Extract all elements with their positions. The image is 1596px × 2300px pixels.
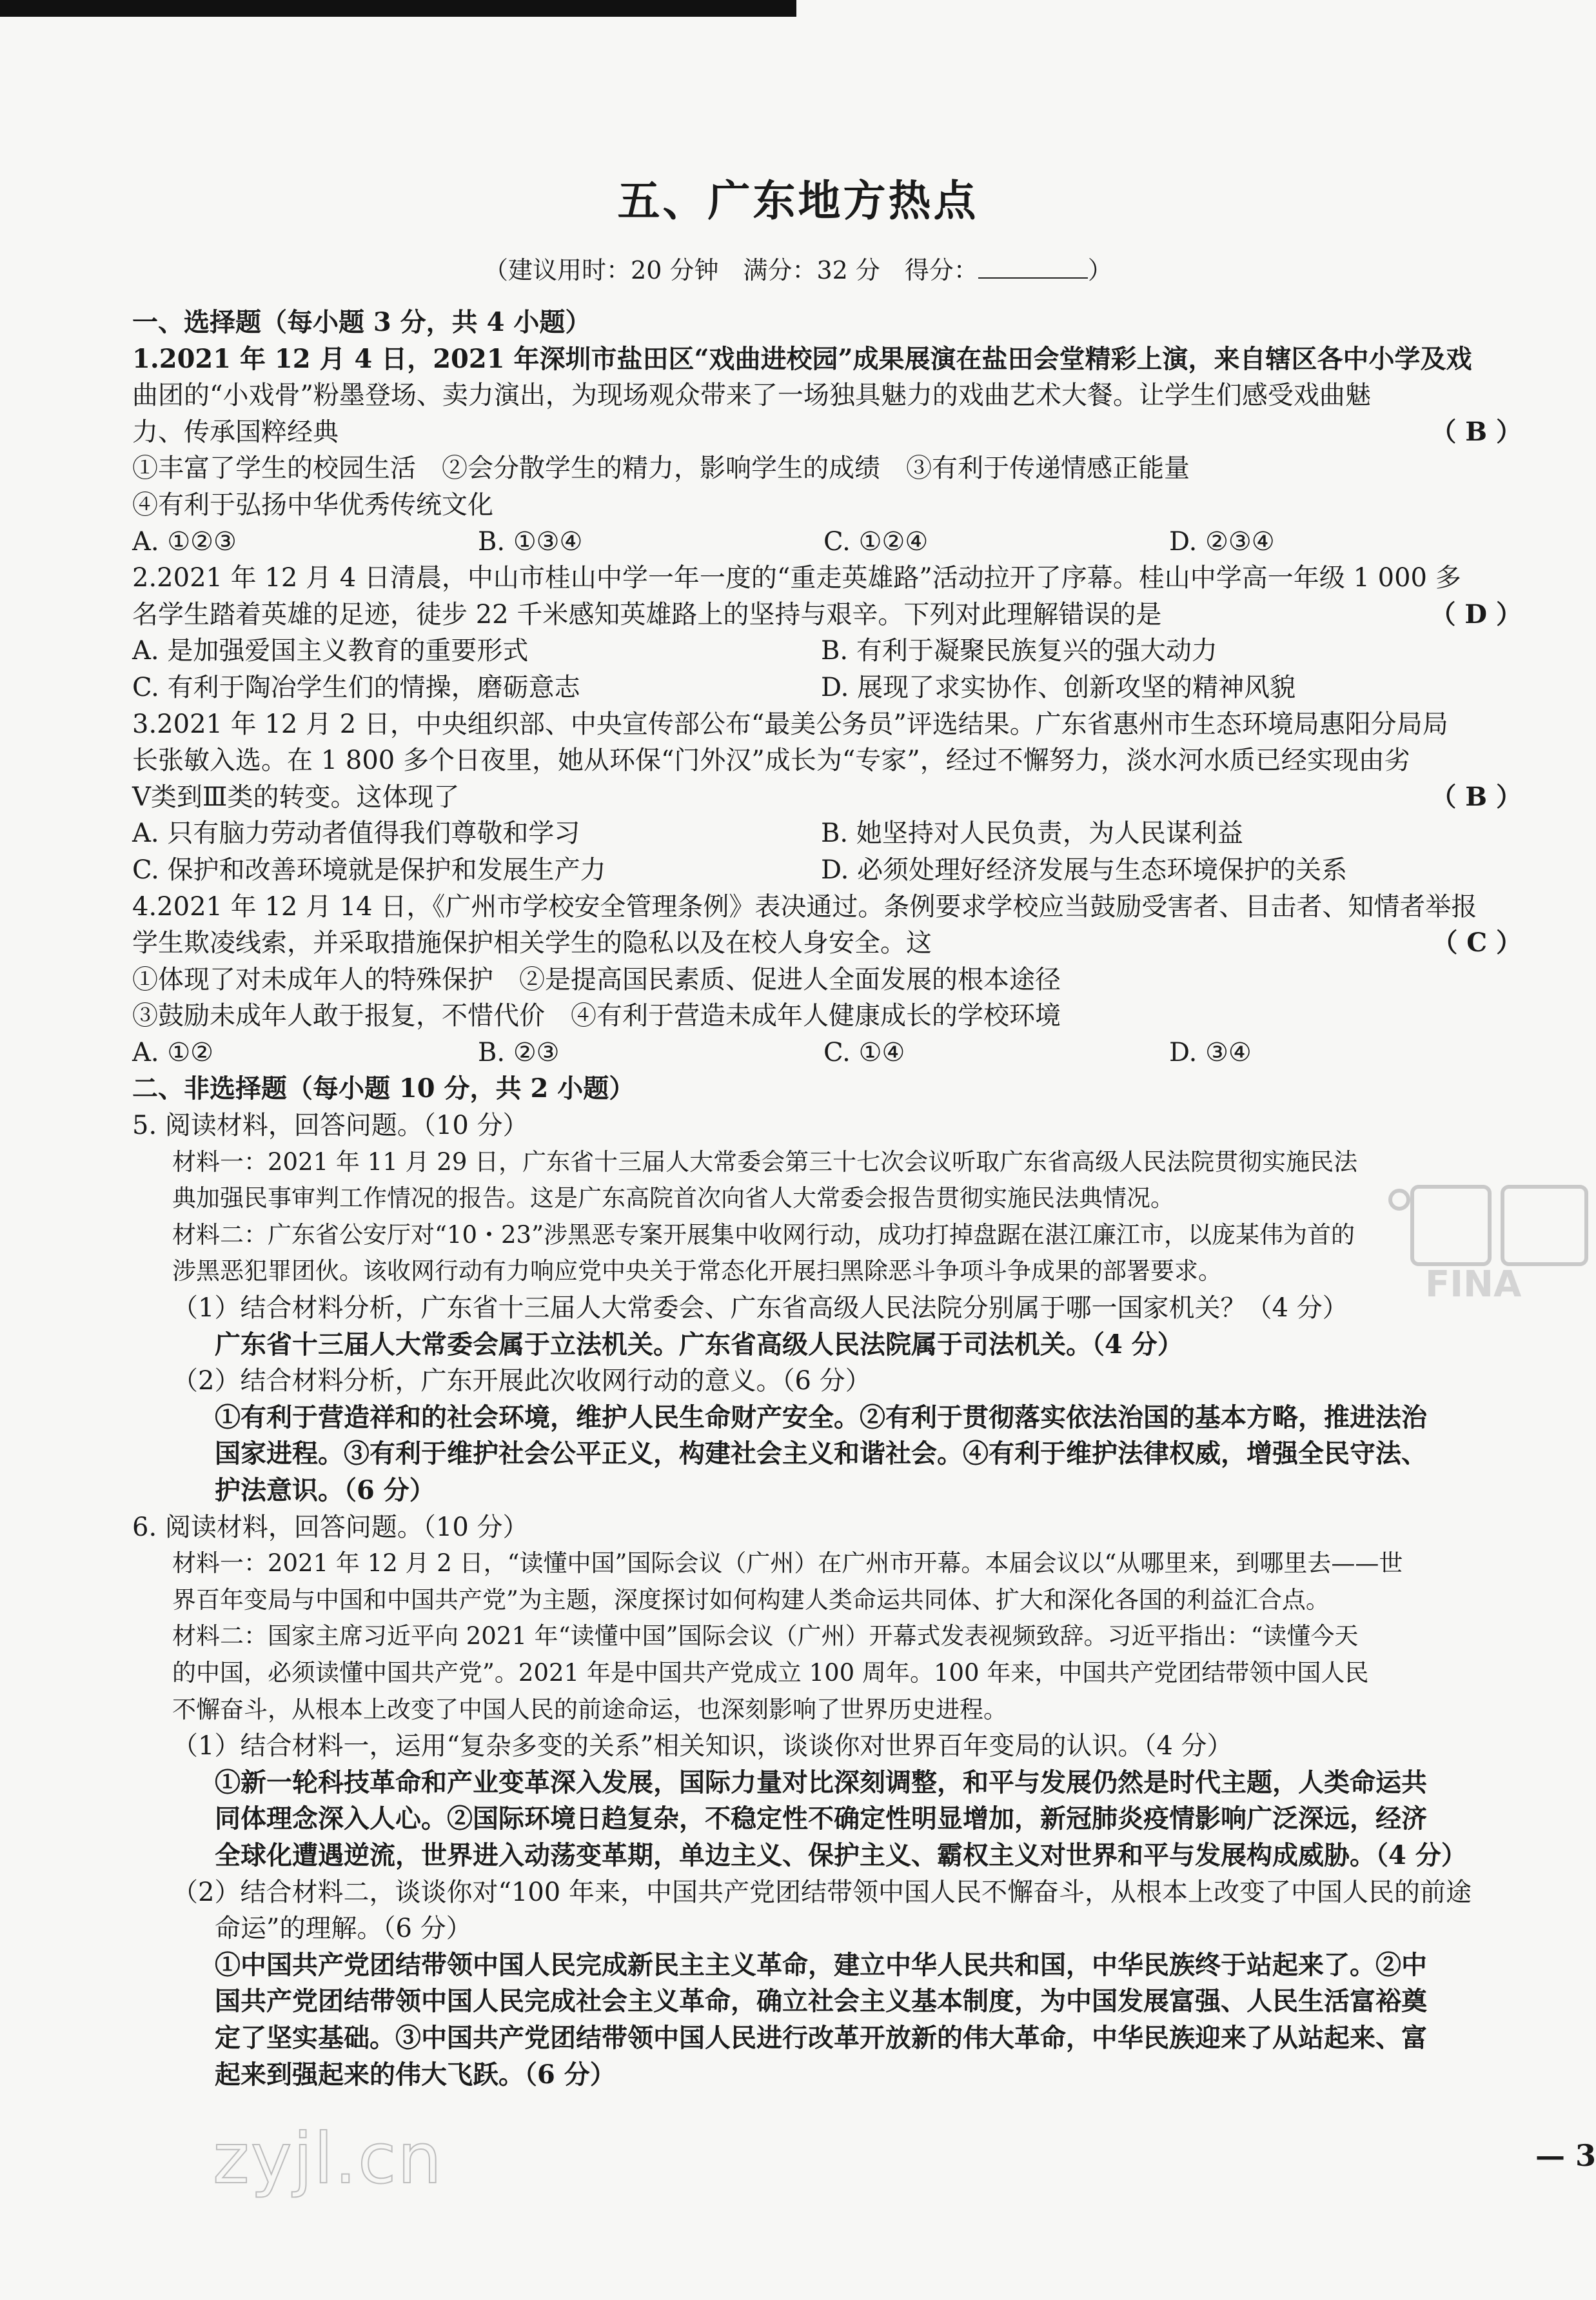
question-2-line-1: 2.2021 年 12 月 4 日清晨，中山市桂山中学一年一度的“重走英雄路”活动拉开了序幕。桂山中学高一年级 1 000 多: [132, 563, 1461, 593]
section-heading-choice: 一、选择题（每小题 3 分，共 4 小题）: [132, 307, 591, 337]
question-2-options-cd: [132, 669, 1522, 706]
q6-material-line: 的中国，必须读懂中国共产党”。2021 年是中国共产党成立 100 周年。100 年来，中国共产党团结带领中国人民: [172, 1658, 1369, 1687]
option-c: C. ①②④: [823, 526, 929, 557]
subtitle-close: ）: [1087, 256, 1112, 284]
question-1-line-2: 曲团的“小戏骨”粉墨登场、卖力演出，为现场观众带来了一场独具魅力的戏曲艺术大餐。让学生们感受戏曲魅: [132, 381, 1371, 411]
question-6-stem: 6. 阅读材料，回答问题。（10 分）: [132, 1512, 529, 1542]
option-d: D. 必须处理好经济发展与生态环境保护的关系: [821, 855, 1348, 885]
q5-material-line: 材料一：2021 年 11 月 29 日，广东省十三届人大常委会第三十七次会议听取广东省高级人民法院贯彻实施民法: [172, 1147, 1358, 1176]
question-1-line-3: 力、传承国粹经典 （ B ）: [132, 414, 1522, 451]
option-a: A. ①②③: [132, 526, 237, 557]
page-subtitle: [0, 250, 1596, 286]
q6-material-line: 界百年变局与中国和中国共产党”为主题，深度探讨如何构建人类命运共同体、扩大和深化各国的利益汇合点。: [172, 1585, 1330, 1614]
subtitle-text: （建议用时：20 分钟 满分：32 分 得分：: [484, 256, 978, 284]
question-4-options: [132, 1035, 1522, 1071]
score-blank: [978, 257, 1088, 279]
option-c: C. 有利于陶冶学生们的情操，磨砺意志: [132, 672, 580, 702]
question-4-line-1: 4.2021 年 12 月 14 日，《广州市学校安全管理条例》表决通过。条例要求学校应当鼓励受害者、目击者、知情者举报: [132, 891, 1477, 922]
option-a: A. 只有脑力劳动者值得我们尊敬和学习: [132, 818, 580, 849]
option-b: B. 有利于凝聚民族复兴的强大动力: [821, 636, 1217, 666]
q6-subquestion-2-line: （2）结合材料二，谈谈你对“100 年来，中国共产党团结带领中国人民不懈奋斗，从根本上改变了中国人民的前途: [172, 1877, 1472, 1907]
q6-material-line: 材料一：2021 年 12 月 2 日，“读懂中国”国际会议（广州）在广州市开幕。本届会议以“从哪里来，到哪里去——世: [172, 1549, 1403, 1578]
option-b: B. ②③: [478, 1037, 560, 1067]
exam-content: [132, 304, 1522, 2093]
q6-answer-1-line: 全球化遭遇逆流，世界进入动荡变革期，单边主义、保护主义、霸权主义对世界和平与发展构成威胁。（4 分）: [215, 1839, 1467, 1870]
question-5-stem: 5. 阅读材料，回答问题。（10 分）: [132, 1111, 529, 1141]
question-3-line-3: Ⅴ类到Ⅲ类的转变。这体现了 （ B ）: [132, 779, 1522, 816]
q6-subquestion-1: （1）结合材料一，运用“复杂多变的关系”相关知识，谈谈你对世界百年变局的认识。（4 分）: [172, 1731, 1233, 1761]
page-number: — 3: [1535, 2138, 1596, 2173]
q6-material-line: 不懈奋斗，从根本上改变了中国人民的前途命运，也深刻影响了世界历史进程。: [172, 1695, 1007, 1723]
question-2-line-2: 名学生踏着英雄的足迹，徒步 22 千米感知英雄路上的坚持与艰辛。下列对此理解错误的是 （ D ）: [132, 597, 1522, 633]
question-2-answer: （ D ）: [1430, 599, 1522, 630]
q5-material-line: 涉黑恶犯罪团伙。该收网行动有力响应党中央关于常态化开展扫黑除恶斗争项斗争成果的部署要求。: [172, 1257, 1222, 1285]
q5-subquestion-2: （2）结合材料分析，广东开展此次收网行动的意义。（6 分）: [172, 1366, 871, 1396]
publisher-stamp-icon: [1386, 1174, 1596, 1303]
question-1-answer: （ B ）: [1430, 416, 1522, 447]
question-1-statement-2: ④有利于弘扬中华优秀传统文化: [132, 490, 493, 520]
question-3-line-2: 长张敏入选。在 1 800 多个日夜里，她从环保“门外汉”成长为“专家”，经过不懈努力，淡水河水质已经实现由劣: [132, 746, 1410, 776]
question-4-statement-1: ①体现了对未成年人的特殊保护 ②是提高国民素质、促进人全面发展的根本途径: [132, 964, 1061, 995]
question-3-options-cd: [132, 852, 1522, 889]
q5-answer-2-line: 护法意识。（6 分）: [215, 1475, 435, 1505]
option-d: D. ③④: [1169, 1037, 1252, 1067]
q6-answer-2-line: ①中国共产党团结带领中国人民完成新民主主义革命，建立中华人民共和国，中华民族终于站起来了。②中: [215, 1949, 1427, 1980]
question-4-answer: （ C ）: [1432, 927, 1522, 958]
q6-material-line: 材料二：国家主席习近平向 2021 年“读懂中国”国际会议（广州）开幕式发表视频致辞。习近平指出：“读懂今天: [172, 1622, 1359, 1651]
q5-material-line: 典加强民事审判工作情况的报告。这是广东高院首次向省人大常委会报告贯彻实施民法典情况。: [172, 1184, 1174, 1213]
q6-answer-2-line: 定了坚实基础。③中国共产党团结带领中国人民进行改革开放新的伟大革命，中华民族迎来了从站起来、富: [215, 2022, 1427, 2053]
option-b: B. ①③④: [478, 526, 583, 557]
question-1-options: [132, 524, 1522, 560]
site-watermark: zyjl.cn: [213, 2119, 443, 2199]
q6-answer-1-line: ①新一轮科技革命和产业变革深入发展，国际力量对比深刻调整，和平与发展仍然是时代主题，人类命运共: [215, 1767, 1427, 1798]
q5-answer-1: 广东省十三届人大常委会属于立法机关。广东省高级人民法院属于司法机关。（4 分）: [215, 1329, 1183, 1360]
option-d: D. 展现了求实协作、创新攻坚的精神风貌: [821, 672, 1296, 702]
option-b: B. 她坚持对人民负责，为人民谋利益: [821, 818, 1243, 849]
q5-subquestion-1: （1）结合材料分析，广东省十三届人大常委会、广东省高级人民法院分别属于哪一国家机关？（4 分）: [172, 1293, 1348, 1323]
q6-answer-2-line: 国共产党团结带领中国人民完成社会主义革命，确立社会主义基本制度，为中国发展富强、人民生活富裕奠: [215, 1986, 1427, 2017]
section-heading-nonchoice: 二、非选择题（每小题 10 分，共 2 小题）: [132, 1073, 635, 1104]
q5-answer-2-line: 国家进程。③有利于维护社会公平正义，构建社会主义和谐社会。④有利于维护法律权威，增强全民守法、: [215, 1438, 1427, 1469]
svg-text:FINA: FINA: [1425, 1264, 1522, 1303]
option-a: A. ①②: [132, 1037, 214, 1067]
q6-answer-1-line: 同体理念深入人心。②国际环境日趋复杂，不稳定性不确定性明显增加，新冠肺炎疫情影响广泛深远，经济: [215, 1803, 1427, 1834]
question-3-answer: （ B ）: [1430, 781, 1522, 812]
q6-answer-2-line: 起来到强起来的伟大飞跃。（6 分）: [215, 2059, 616, 2090]
question-3-options-ab: [132, 815, 1522, 852]
option-d: D. ②③④: [1169, 526, 1275, 557]
option-c: C. ①④: [823, 1037, 905, 1067]
question-1-line-1: 1.2021 年 12 月 4 日，2021 年深圳市盐田区“戏曲进校园”成果展演在盐田会堂精彩上演，来自辖区各中小学及戏: [132, 343, 1472, 374]
question-4-line-2: 学生欺凌线索，并采取措施保护相关学生的隐私以及在校人身安全。这 （ C ）: [132, 925, 1522, 962]
option-c: C. 保护和改善环境就是保护和发展生产力: [132, 855, 606, 885]
page-title: 五、广东地方热点: [617, 175, 979, 226]
top-edge-bar: [0, 0, 796, 17]
option-a: A. 是加强爱国主义教育的重要形式: [132, 636, 529, 666]
q5-answer-2-line: ①有利于营造祥和的社会环境，维护人民生命财产安全。②有利于贯彻落实依法治国的基本方略，推进法治: [215, 1402, 1427, 1433]
question-2-options-ab: [132, 633, 1522, 669]
question-3-line-1: 3.2021 年 12 月 2 日，中央组织部、中央宣传部公布“最美公务员”评选结果。广东省惠州市生态环境局惠阳分局局: [132, 709, 1448, 739]
question-4-statement-2: ③鼓励未成年人敢于报复，不惜代价 ④有利于营造未成年人健康成长的学校环境: [132, 1001, 1061, 1031]
q6-subquestion-2-line: 命运”的理解。（6 分）: [215, 1914, 472, 1944]
q5-material-line: 材料二：广东省公安厅对“10・23”涉黑恶专案开展集中收网行动，成功打掉盘踞在湛江廉江市，以庞某伟为首的: [172, 1220, 1355, 1249]
question-1-statement-1: ①丰富了学生的校园生活 ②会分散学生的精力，影响学生的成绩 ③有利于传递情感正能量: [132, 453, 1190, 484]
